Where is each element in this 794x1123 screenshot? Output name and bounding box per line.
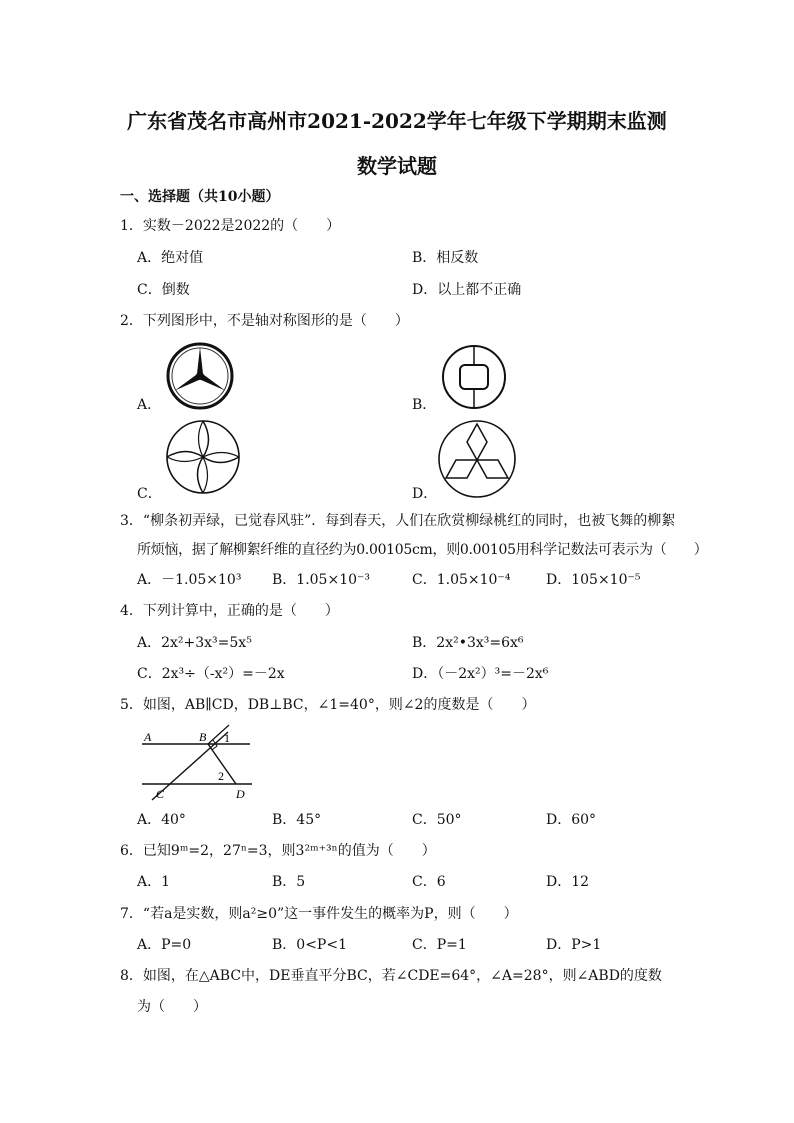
- paper-title-line1: 广东省茂名市高州市2021-2022学年七年级下学期期末监测: [127, 109, 667, 133]
- q1-option-c: C．倒数: [137, 282, 190, 298]
- q7-option-a: A．P=0: [137, 937, 192, 953]
- q5-option-d: D．60°: [546, 812, 597, 828]
- q6-option-d: D．12: [546, 874, 590, 890]
- q2-option-d: D．: [412, 486, 438, 502]
- q7-option-d: D．P>1: [546, 937, 602, 953]
- fig5-label-1: 1: [224, 731, 230, 745]
- parallel-lines-figure: [138, 724, 256, 802]
- fig5-label-2: 2: [218, 769, 224, 783]
- pinwheel-circle-figure: [164, 418, 242, 496]
- q7-option-b: B．0<P<1: [272, 937, 347, 953]
- q3-stem-line2: 所烦恼，据了解柳絮纤维的直径约为0.00105cm，则0.00105用科学记数法可表示为（ ）: [137, 542, 708, 558]
- q6-option-a: A．1: [137, 874, 171, 890]
- fig5-label-c: C: [156, 787, 165, 801]
- q2-option-b: B．: [412, 397, 437, 413]
- q2-option-a: A．: [137, 397, 162, 413]
- q8-stem-line1: 8．如图，在△ABC中，DE垂直平分BC，若∠CDE=64°，∠A=28°，则∠ABD的度数: [120, 968, 662, 984]
- q6-stem: 6．已知9ᵐ=2，27ⁿ=3，则3²ᵐ⁺³ⁿ的值为（ ）: [120, 843, 436, 859]
- q8-stem-line2: 为（ ）: [137, 999, 207, 1015]
- fig5-label-d: D: [236, 787, 245, 801]
- q3-option-d: D．105×10⁻⁵: [546, 572, 641, 588]
- fig5-label-b: B: [199, 730, 207, 744]
- q7-stem: 7．“若a是实数，则a²≥0”这一事件发生的概率为P，则（ ）: [120, 906, 518, 922]
- q5-option-b: B．45°: [272, 812, 322, 828]
- mercedes-star-figure: [164, 340, 236, 412]
- q3-stem-line1: 3．“柳条初弄绿，已觉春风驻”．每到春天，人们在欣赏柳绿桃红的同时，也被飞舞的柳絮: [120, 513, 676, 529]
- q6-option-b: B．5: [272, 874, 306, 890]
- q3-option-c: C．1.05×10⁻⁴: [412, 572, 511, 588]
- coin-square-figure: [440, 343, 508, 411]
- q3-option-a: A．－1.05×10³: [137, 572, 242, 588]
- q2-option-c: C．: [137, 486, 162, 502]
- q4-option-a: A．2x²+3x³=5x⁵: [137, 635, 252, 651]
- q6-option-c: C．6: [412, 874, 446, 890]
- q1-option-b: B．相反数: [412, 250, 479, 266]
- q5-stem: 5．如图，AB∥CD，DB⊥BC，∠1=40°，则∠2的度数是（ ）: [120, 697, 536, 713]
- q4-stem: 4．下列计算中，正确的是（ ）: [120, 603, 339, 619]
- q1-option-d: D．以上都不正确: [412, 282, 522, 298]
- q4-option-c: C．2x³÷（-x²）=－2x: [137, 666, 285, 682]
- q7-option-c: C．P=1: [412, 937, 467, 953]
- q4-option-d: D．（－2x²）³=－2x⁶: [412, 666, 549, 682]
- q5-option-c: C．50°: [412, 812, 462, 828]
- q1-stem: 1．实数－2022是2022的（ ）: [120, 218, 341, 234]
- q5-option-a: A．40°: [137, 812, 186, 828]
- section-heading: 一、选择题（共10小题）: [120, 189, 280, 205]
- q3-option-b: B．1.05×10⁻³: [272, 572, 371, 588]
- q4-option-b: B．2x²•3x³=6x⁶: [412, 635, 524, 651]
- fig5-label-a: A: [144, 730, 152, 744]
- q2-stem: 2．下列图形中，不是轴对称图形的是（ ）: [120, 313, 409, 329]
- q1-option-a: A．绝对值: [137, 250, 204, 266]
- three-diamonds-figure: [436, 418, 518, 500]
- paper-title-line2: 数学试题: [357, 154, 437, 178]
